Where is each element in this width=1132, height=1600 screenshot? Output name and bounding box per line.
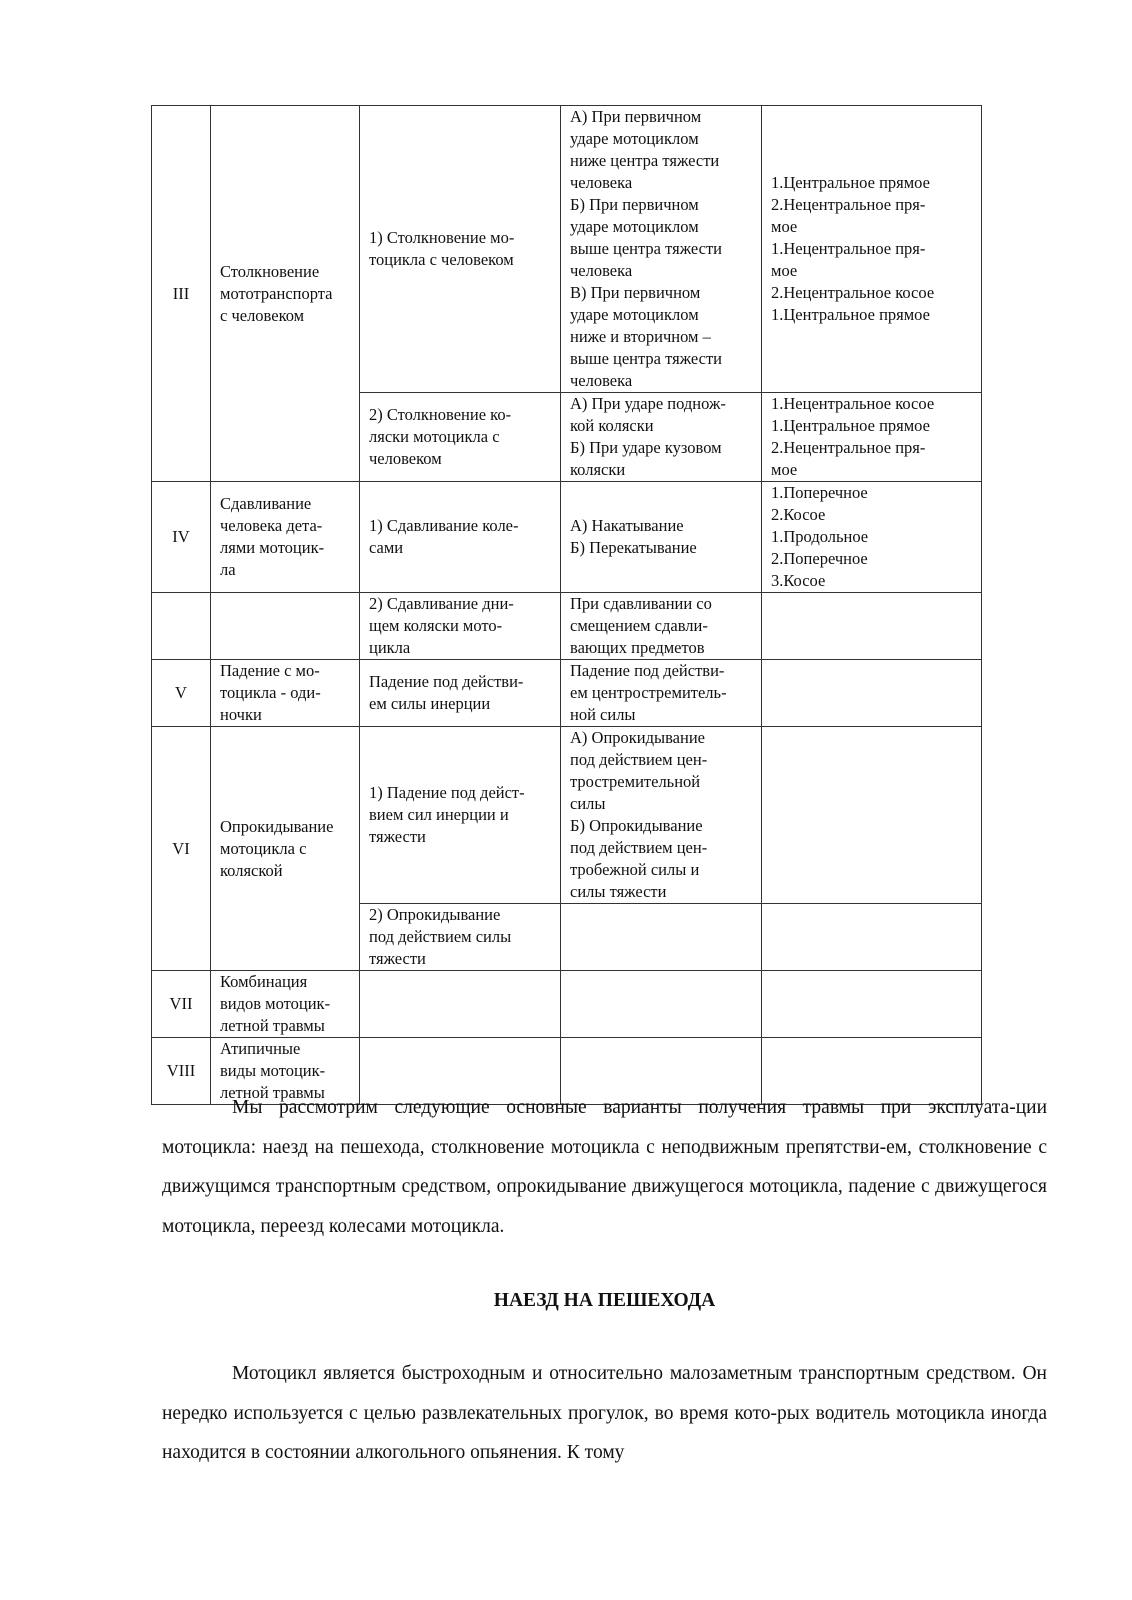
injury-type: Падение с мо- тоцикла - оди- ночки bbox=[211, 660, 360, 727]
injury-type: Столкновение мототранспорта с человеком bbox=[211, 106, 360, 482]
injury-subtype: 1) Сдавливание коле- сами bbox=[360, 482, 561, 593]
injury-variants bbox=[561, 904, 762, 971]
body-paragraph: Мотоцикл является быстроходным и относительно малозаметным транспортным средством. Он нередко используется с целью развлекательных прогулок, во время кото-рых водитель мотоцикла иногда находится в состоянии алкогольного опьянения. К тому bbox=[162, 1363, 1047, 1463]
injury-type: Опрокидывание мотоцикла с коляской bbox=[211, 727, 360, 971]
injury-type bbox=[211, 593, 360, 660]
row-number bbox=[152, 593, 211, 660]
impact-kinds bbox=[762, 660, 982, 727]
injury-variants: А) Опрокидывание под действием цен- тростремительной силы Б) Опрокидывание под действием цен- тробежной силы и силы тяжести bbox=[561, 727, 762, 904]
row-number: III bbox=[152, 106, 211, 482]
injury-type: Сдавливание человека дета- лями мотоцик- ла bbox=[211, 482, 360, 593]
row-number: IV bbox=[152, 482, 211, 593]
injury-variants: При сдавливании со смещением сдавли- вающих предметов bbox=[561, 593, 762, 660]
injury-subtype: 2) Сдавливание дни- щем коляски мото- цикла bbox=[360, 593, 561, 660]
table-row bbox=[152, 971, 982, 1038]
injury-variants: Падение под действи- ем центростремитель- ной силы bbox=[561, 660, 762, 727]
impact-kinds: 1.Поперечное 2.Косое 1.Продольное 2.Поперечное 3.Косое bbox=[762, 482, 982, 593]
impact-kinds: 1.Центральное прямое 2.Нецентральное пря- мое 1.Нецентральное пря- мое 2.Нецентральное косое 1.Центральное прямое bbox=[762, 106, 982, 393]
impact-kinds bbox=[762, 971, 982, 1038]
table-row bbox=[152, 106, 982, 393]
injury-subtype bbox=[360, 971, 561, 1038]
impact-kinds bbox=[762, 727, 982, 904]
row-number: V bbox=[152, 660, 211, 727]
row-number: VIII bbox=[152, 1038, 211, 1105]
injury-subtype: 1) Падение под дейст- вием сил инерции и тяжести bbox=[360, 727, 561, 904]
injury-subtype: 1) Столкновение мо- тоцикла с человеком bbox=[360, 106, 561, 393]
injury-type: Атипичные виды мотоцик- летной травмы bbox=[211, 1038, 360, 1105]
injury-type: Комбинация видов мотоцик- летной травмы bbox=[211, 971, 360, 1038]
body-paragraph: Мы рассмотрим следующие основные варианты получения травмы при эксплуата-ции мотоцикла: наезд на пешехода, столкновение мотоцикла с неподвижным препятстви-ем, столкновение с движущимся транспортным средством, опрокидывание движущегося мотоцикла, падение с движущегося мотоцикла, переезд колесами мотоцикла. bbox=[162, 1097, 1047, 1237]
injury-classification-table bbox=[151, 105, 982, 1105]
injury-variants: А) При первичном ударе мотоциклом ниже центра тяжести человека Б) При первичном ударе мотоциклом выше центра тяжести человека В) При первичном ударе мотоциклом ниже и вторичном – выше центра тяжести человека bbox=[561, 106, 762, 393]
impact-kinds: 1.Нецентральное косое 1.Центральное прямое 2.Нецентральное пря- мое bbox=[762, 393, 982, 482]
impact-kinds bbox=[762, 593, 982, 660]
row-number: VI bbox=[152, 727, 211, 971]
injury-variants bbox=[561, 971, 762, 1038]
injury-variants: А) Накатывание Б) Перекатывание bbox=[561, 482, 762, 593]
table-row bbox=[152, 593, 982, 660]
injury-subtype: Падение под действи- ем силы инерции bbox=[360, 660, 561, 727]
row-number: VII bbox=[152, 971, 211, 1038]
injury-subtype: 2) Столкновение ко- ляски мотоцикла с человеком bbox=[360, 393, 561, 482]
impact-kinds bbox=[762, 904, 982, 971]
table-row bbox=[152, 482, 982, 593]
injury-subtype: 2) Опрокидывание под действием силы тяжести bbox=[360, 904, 561, 971]
table-row bbox=[152, 727, 982, 904]
table-row bbox=[152, 660, 982, 727]
section-heading: НАЕЗД НА ПЕШЕХОДА bbox=[493, 1290, 716, 1311]
injury-variants: А) При ударе поднож- кой коляски Б) При ударе кузовом коляски bbox=[561, 393, 762, 482]
